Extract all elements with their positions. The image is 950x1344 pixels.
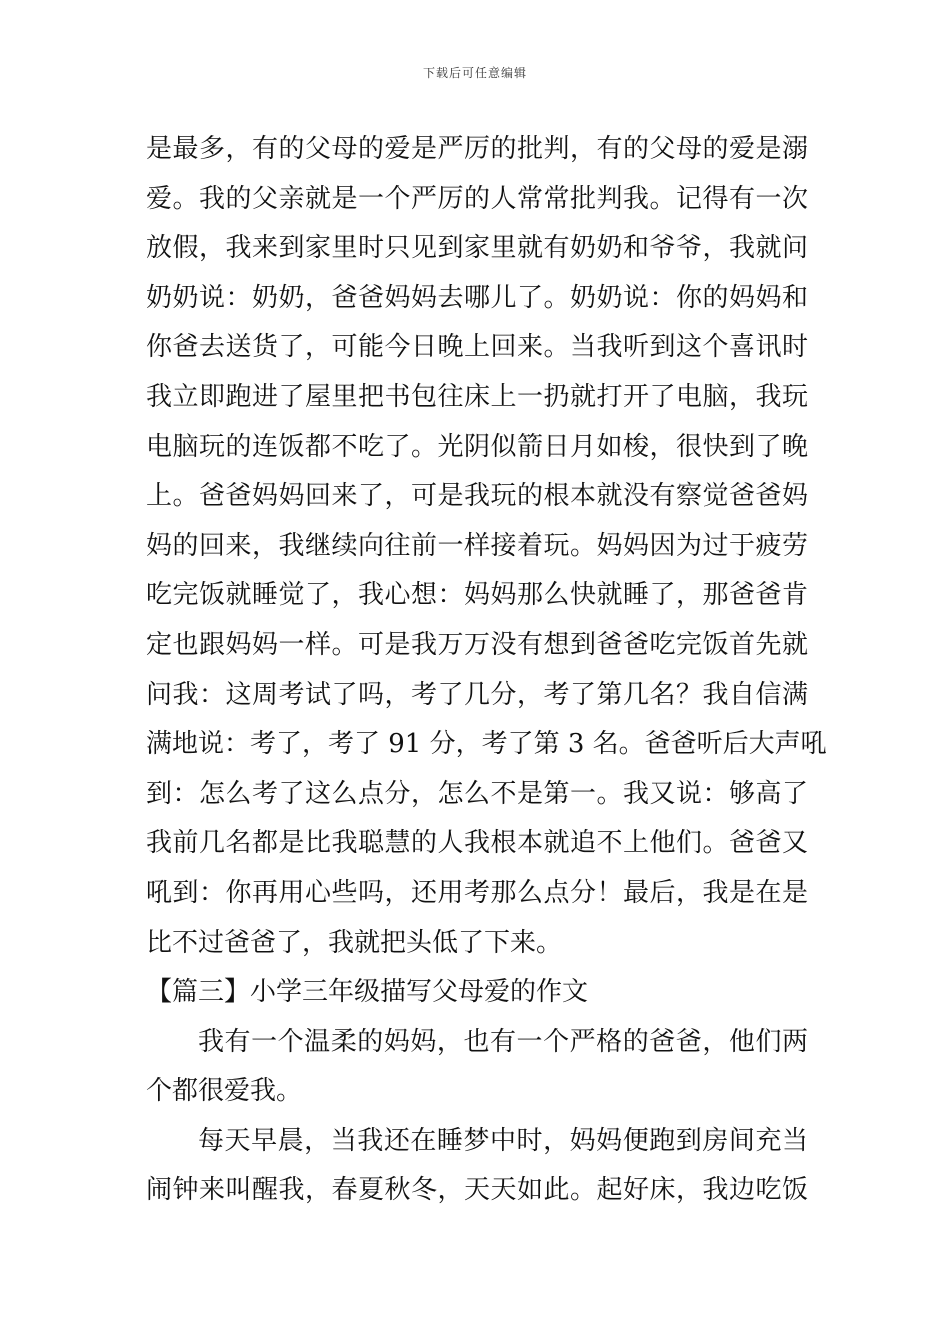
- text-line: 你爸去送货了，可能今日晚上回来。当我听到这个喜讯时: [146, 332, 808, 363]
- text-line: 到：怎么考了这么点分，怎么不是第一。我又说：够高了: [146, 778, 808, 809]
- text-line: 闹钟来叫醒我，春夏秋冬，天天如此。起好床，我边吃饭: [146, 1175, 808, 1206]
- text-line: 吼到：你再用心些吗，还用考那么点分！最后，我是在是: [146, 877, 808, 908]
- text-line: 定也跟妈妈一样。可是我万万没有想到爸爸吃完饭首先就: [146, 629, 808, 660]
- page-header: 下载后可任意编辑: [422, 66, 527, 80]
- text-line: 上。爸爸妈妈回来了，可是我玩的根本就没有察觉爸爸妈: [146, 481, 808, 512]
- text-line: 爱。我的父亲就是一个严厉的人常常批判我。记得有一次: [146, 183, 808, 214]
- text-line: 放假，我来到家里时只见到家里就有奶奶和爷爷，我就问: [146, 233, 808, 264]
- text-line: 比不过爸爸了，我就把头低了下来。: [146, 927, 563, 958]
- text-line: 个都很爱我。: [146, 1076, 303, 1107]
- text-line: 我立即跑进了屋里把书包往床上一扔就打开了电脑，我玩: [146, 381, 808, 412]
- article-body: [146, 125, 827, 1216]
- text-line: 每天早晨，当我还在睡梦中时，妈妈便跑到房间充当: [198, 1125, 808, 1156]
- text-line: 电脑玩的连饭都不吃了。光阴似箭日月如梭，很快到了晚: [146, 431, 808, 462]
- text-line: 是最多，有的父母的爱是严厉的批判，有的父母的爱是溺: [146, 134, 808, 164]
- text-line: 我前几名都是比我聪慧的人我根本就追不上他们。爸爸又: [146, 828, 808, 859]
- text-line: 满地说：考了，考了 91 分，考了第 3 名。爸爸听后大声吼: [146, 729, 827, 760]
- text-line: 我有一个温柔的妈妈，也有一个严格的爸爸，他们两: [198, 1026, 808, 1057]
- text-line: 问我：这周考试了吗，考了几分，考了第几名？我自信满: [146, 679, 808, 710]
- text-line: 奶奶说：奶奶，爸爸妈妈去哪儿了。奶奶说：你的妈妈和: [146, 282, 808, 313]
- text-line: 吃完饭就睡觉了，我心想：妈妈那么快就睡了，那爸爸肯: [146, 580, 808, 611]
- text-line: 妈的回来，我继续向往前一样接着玩。妈妈因为过于疲劳: [146, 530, 808, 561]
- section-heading: 【篇三】小学三年级描写父母爱的作文: [146, 977, 589, 1008]
